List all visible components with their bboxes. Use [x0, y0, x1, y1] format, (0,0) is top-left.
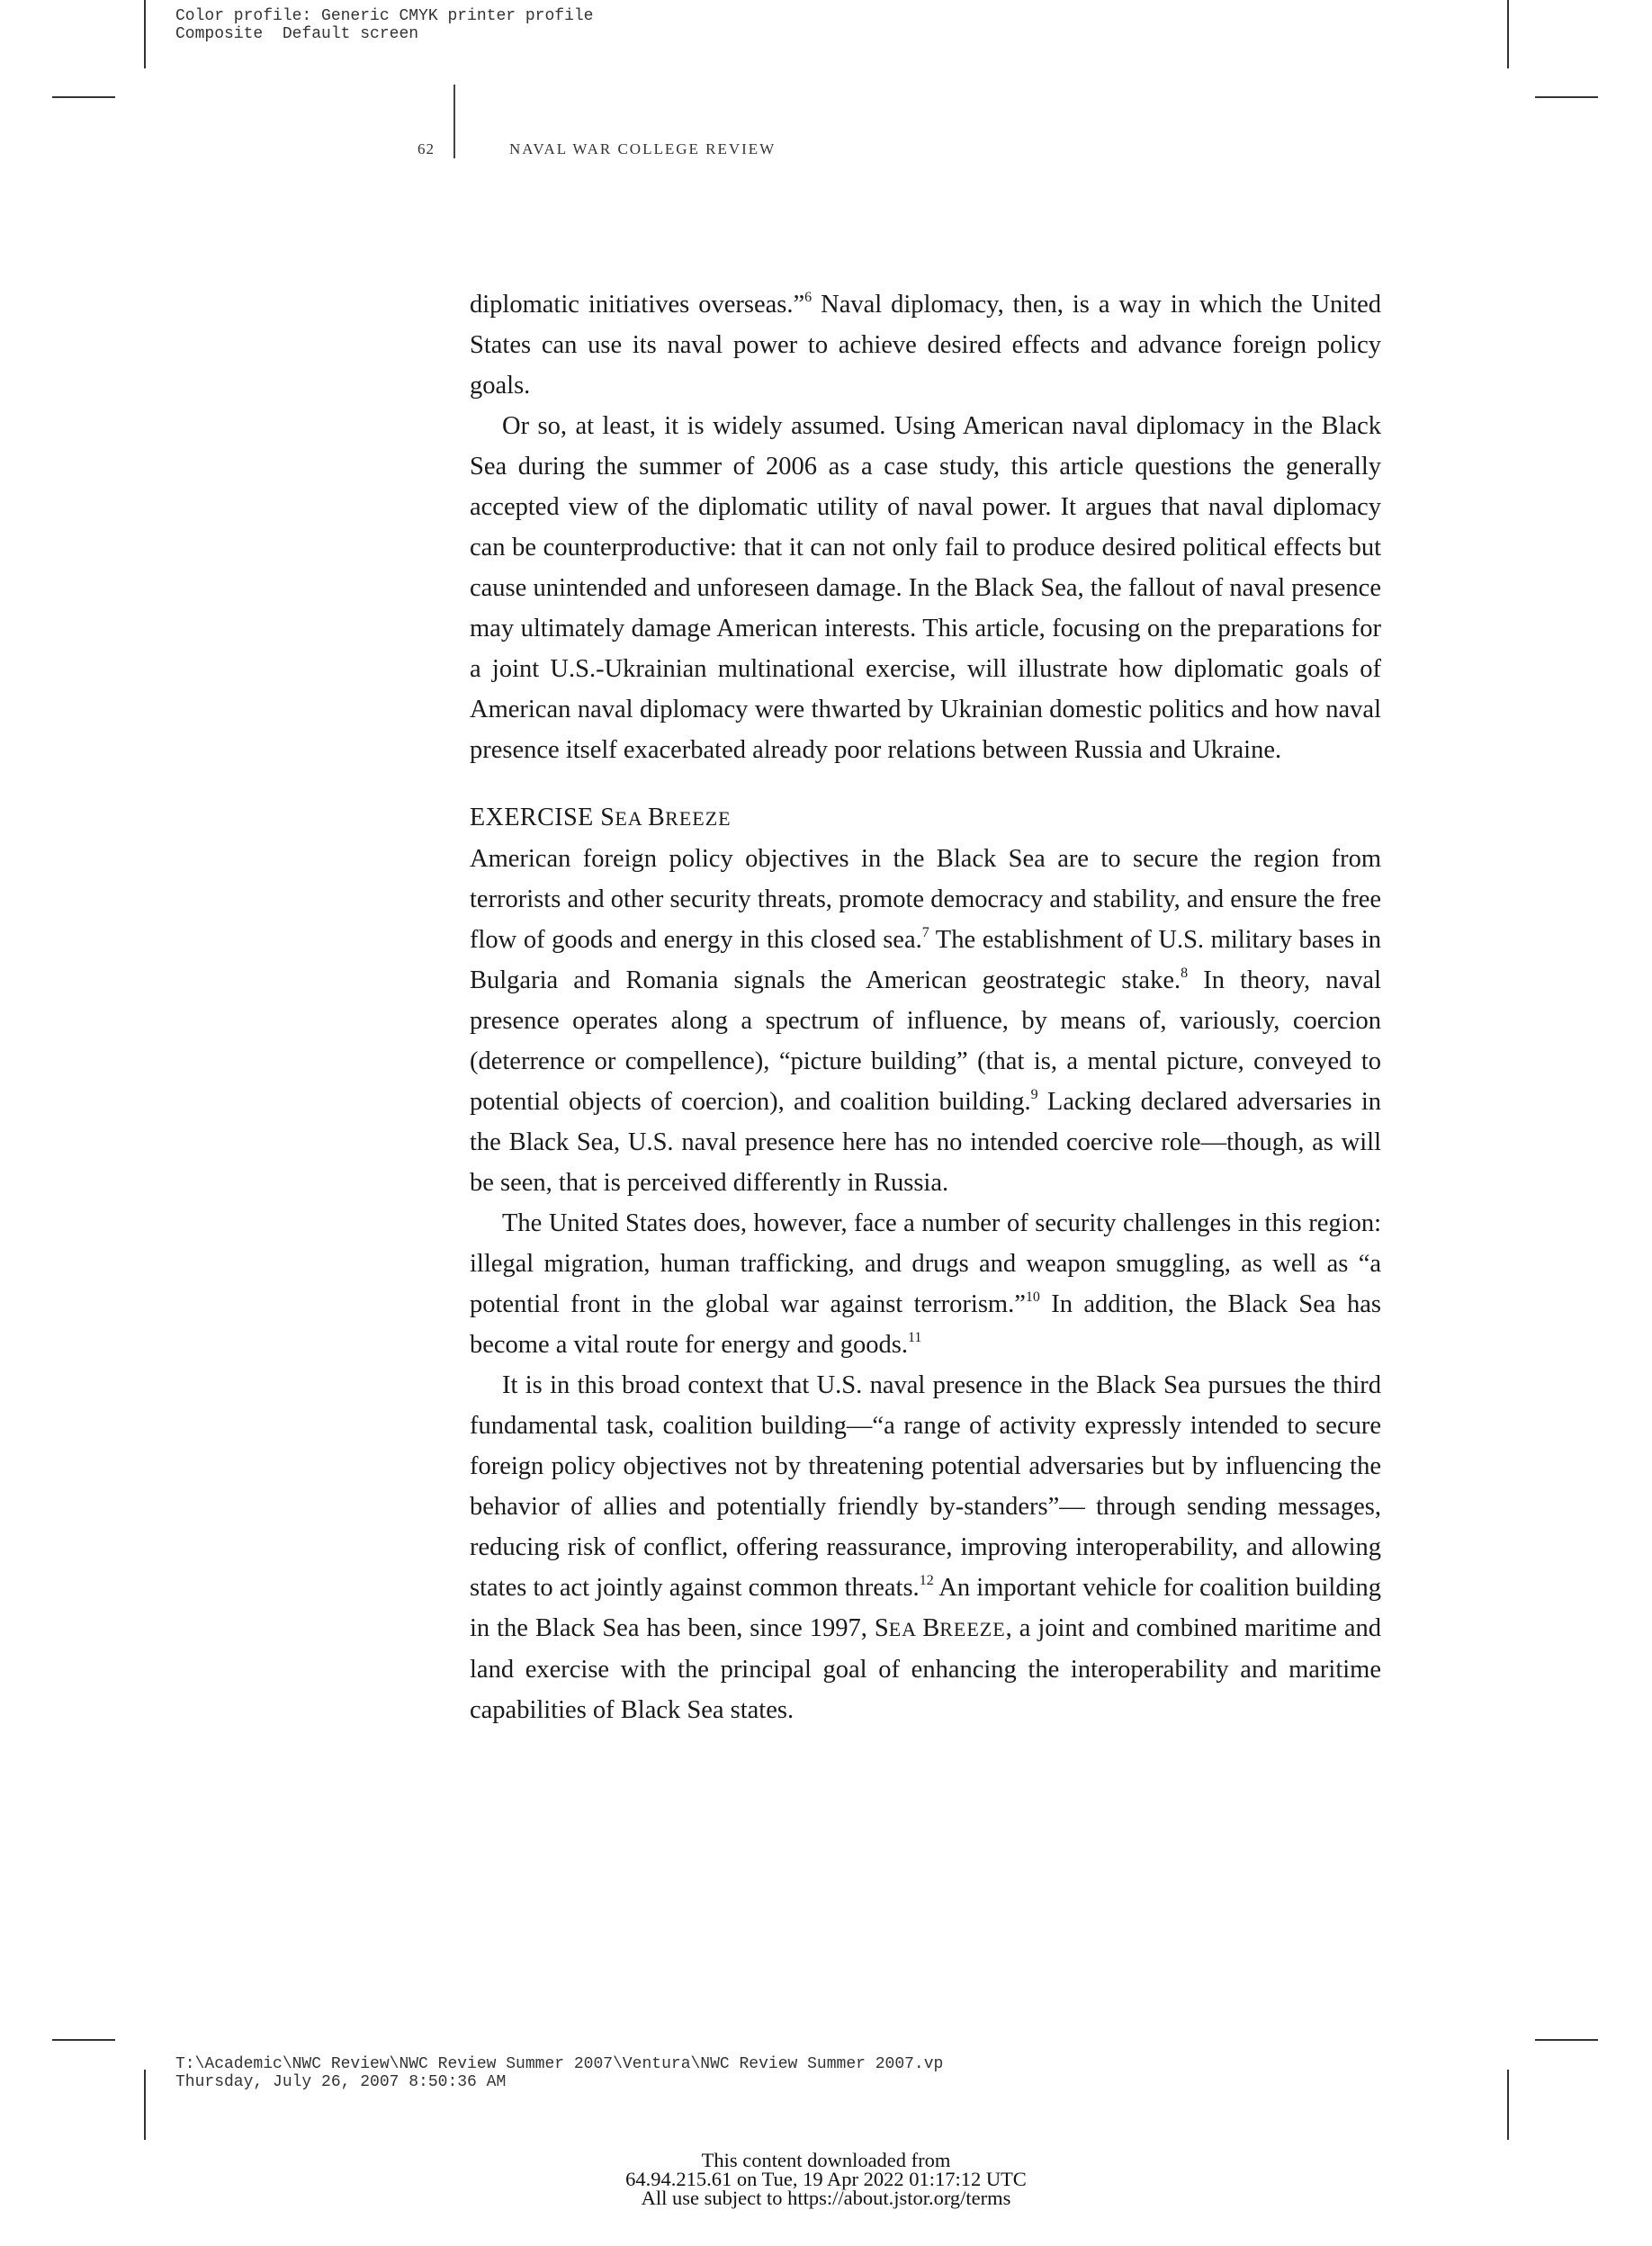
- article-body: [470, 284, 1381, 1730]
- running-head-divider: [453, 85, 455, 158]
- running-head: [417, 140, 777, 158]
- footnote-ref-9[interactable]: 9: [1030, 1087, 1038, 1102]
- journal-title: NAVAL WAR COLLEGE REVIEW: [509, 140, 777, 157]
- paragraph-1: diplomatic initiatives overseas.”$^6$ Naval diplomacy, then, is a way in which the United States can use its naval power to achieve desired effects and advance foreign policy goals.: [470, 290, 1382, 400]
- crop-mark-bottom-right-horizontal: [1535, 2039, 1598, 2041]
- composite-line: Composite Default screen: [175, 25, 419, 43]
- paragraph-2: Or so, at least, it is widely assumed. Using American naval diplomacy in the Black Sea during the summer of 2006 as a case study, this article questions the generally accepted view of the diplomatic utility of naval power. It argues that naval diplomacy can be counterproductive: that it can not only fail to produce desired political effects but cause unintended and unforeseen damage. In the Black Sea, the fallout of naval presence may ultimately damage American interests. This article, focusing on the preparations for a joint U.S.-Ukrainian multinational exercise, will illustrate how diplomatic goals of American naval diplomacy were thwarted by Ukrainian domestic politics and how naval presence itself exacerbated already poor relations between Russia and Ukraine.: [470, 412, 1381, 764]
- printer-info-top: [175, 7, 593, 43]
- file-path-line: T:\Academic\NWC Review\NWC Review Summer 2007\Ventura\NWC Review Summer 2007.vp: [175, 2055, 944, 2073]
- footnote-ref-12[interactable]: 12: [919, 1573, 934, 1588]
- paragraph-4: The United States does, however, face a number of security challenges in this region: illegal migration, human trafficking, and drugs and weapon smuggling, as well as “a potential front in the global war against terrorism.”$^{10}$ In addition, the Black Sea has become a vital route for energy and goods.$^{11}$: [470, 1209, 1381, 1359]
- print-timestamp-line: Thursday, July 26, 2007 8:50:36 AM: [175, 2073, 507, 2091]
- page-number: 62: [417, 140, 435, 157]
- footnote-ref-7[interactable]: 7: [921, 925, 929, 940]
- download-notice-line-2: 64.94.215.61 on Tue, 19 Apr 2022 01:17:12 UTC: [625, 2168, 1027, 2190]
- crop-mark-top-right-horizontal: [1535, 96, 1598, 98]
- section-heading: EXERCISE SEA BREEZE: [470, 804, 732, 831]
- crop-mark-bottom-left-vertical: [144, 2070, 146, 2140]
- crop-mark-top-right-vertical: [1507, 0, 1509, 68]
- footnote-ref-8[interactable]: 8: [1181, 966, 1189, 981]
- footnote-ref-6[interactable]: 6: [804, 290, 813, 305]
- footnote-ref-10[interactable]: 10: [1025, 1289, 1040, 1305]
- download-notice-line-3: All use subject to https://about.jstor.org/terms: [641, 2187, 1011, 2209]
- crop-mark-top-left-horizontal: [52, 96, 115, 98]
- paragraph-5: It is in this broad context that U.S. naval presence in the Black Sea pursues the third fundamental task, coalition building—“a range of activity expressly intended to secure foreign policy objectives not by threatening potential adversaries but by influencing the behavior of allies and potentially friendly by-standers”— through sending messages, reducing risk of conflict, offering reassurance, improving interoperability, and allowing states to act jointly against common threats.$^{12}$ An important vehicle for coalition building in the Black Sea has been, since 1997, SEA BREEZE, a joint and combined maritime and land exercise with the principal goal of enhancing the interoperability and maritime capabilities of Black Sea states.: [470, 1371, 1381, 1724]
- footnote-ref-11[interactable]: 11: [907, 1330, 922, 1345]
- crop-mark-bottom-left-horizontal: [52, 2039, 115, 2041]
- color-profile-line: Color profile: Generic CMYK printer profile: [175, 7, 594, 25]
- crop-mark-bottom-right-vertical: [1507, 2070, 1509, 2140]
- crop-mark-top-left-vertical: [144, 0, 146, 68]
- jstor-download-notice: [0, 2151, 1652, 2207]
- paragraph-3: American foreign policy objectives in the Black Sea are to secure the region from terrorists and other security threats, promote democracy and stability, and ensure the free flow of goods and energy in this closed sea.$^7$ The establishment of U.S. military bases in Bulgaria and Romania signals the American geostrategic stake.$^8$ In theory, naval presence operates along a spectrum of influence, by means of, variously, coercion (deterrence or compellence), “picture building” (that is, a mental picture, conveyed to potential objects of coercion), and coalition building.$^9$ Lacking declared adversaries in the Black Sea, U.S. naval presence here has no intended coercive role—though, as will be seen, that is perceived differently in Russia.: [470, 845, 1381, 1197]
- download-notice-line-1: This content downloaded from: [701, 2149, 951, 2171]
- printer-info-bottom: [175, 2055, 943, 2091]
